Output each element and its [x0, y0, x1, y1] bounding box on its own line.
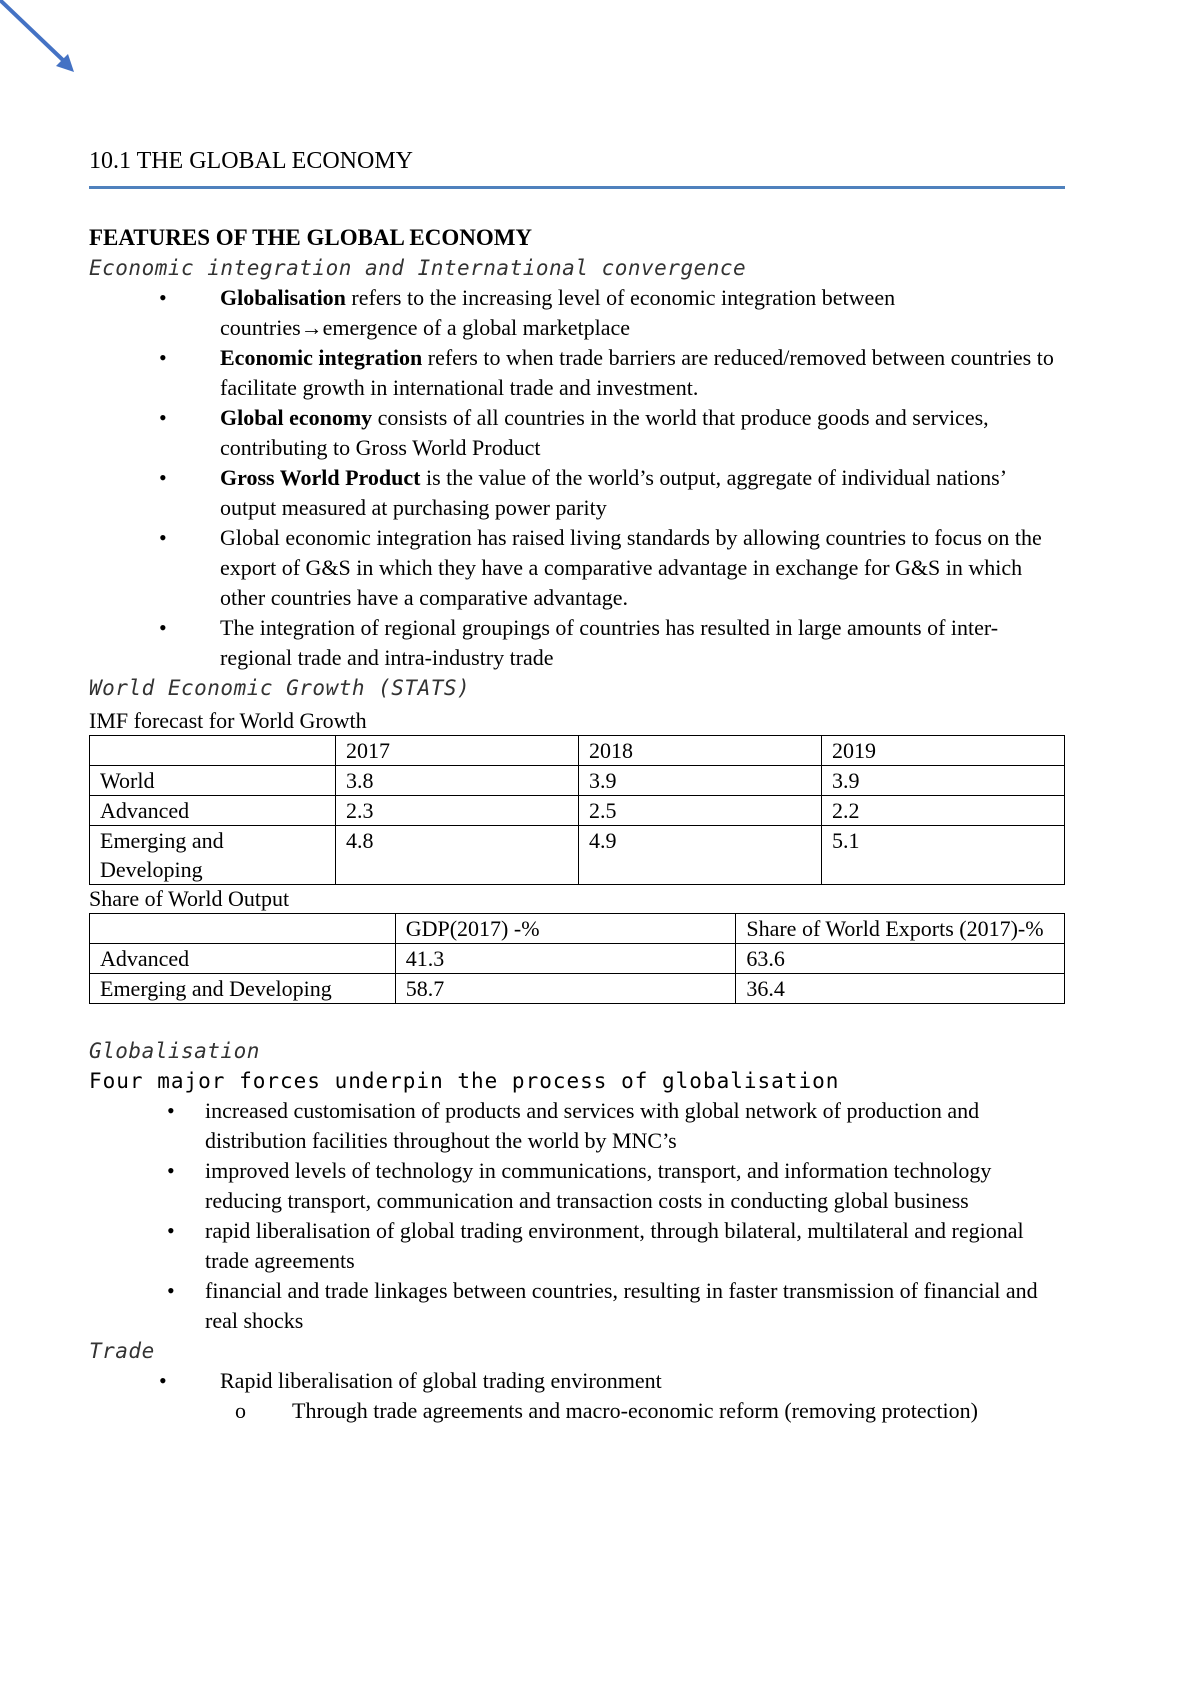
term: Gross World Product — [220, 465, 421, 490]
list-item-text: rapid liberalisation of global trading environment, through bilateral, multilateral and regional trade agreements — [205, 1218, 1024, 1273]
integration-subheading: Economic integration and International convergence — [89, 256, 747, 280]
term: Global economy — [220, 405, 373, 430]
definition: refers to when trade barriers are reduced/removed between countries to facilitate growth in international trade and investment. — [220, 345, 1054, 400]
table-cell: Advanced — [90, 796, 336, 826]
growth-subheading: World Economic Growth (STATS) — [89, 676, 471, 700]
table-cell: 41.3 — [395, 944, 736, 974]
list-item — [89, 1276, 1065, 1336]
list-item — [89, 463, 1065, 523]
list-item-text: improved levels of technology in communications, transport, and information technology reducing transport, communication and transaction costs in conducting global business — [205, 1158, 992, 1213]
table-cell: 2018 — [579, 736, 822, 766]
list-item-text: increased customisation of products and services with global network of production and distribution facilities throughout the world by MNC’s — [205, 1098, 980, 1153]
integration-list — [89, 283, 1065, 673]
definition: The integration of regional groupings of countries has resulted in large amounts of inter-regional trade and intra-industry trade — [220, 615, 999, 670]
title-divider — [89, 186, 1065, 189]
trade-list — [89, 1366, 1065, 1396]
list-item-text: Rapid liberalisation of global trading environment — [220, 1368, 662, 1393]
sub-bullet-icon: o — [235, 1398, 246, 1423]
list-item — [89, 1096, 1065, 1156]
table-cell: World — [90, 766, 336, 796]
table-cell: 3.9 — [579, 766, 822, 796]
bullet-icon: • — [159, 405, 167, 430]
list-item-text: financial and trade linkages between countries, resulting in faster transmission of financial and real shocks — [205, 1278, 1038, 1333]
table-row — [90, 766, 1065, 796]
table-cell: 58.7 — [395, 974, 736, 1004]
bullet-icon: • — [159, 615, 167, 640]
sub-list-item — [89, 1396, 1065, 1426]
list-item — [89, 403, 1065, 463]
list-item — [89, 613, 1065, 673]
table-cell: 2019 — [822, 736, 1065, 766]
term: Economic integration — [220, 345, 423, 370]
bullet-icon: • — [159, 345, 167, 370]
definition: is the value of the world’s output, aggregate of individual nations’ output measured at purchasing power parity — [220, 465, 1006, 520]
table-header-row — [90, 736, 1065, 766]
list-item — [89, 1216, 1065, 1276]
bullet-icon: • — [159, 465, 167, 490]
list-item — [89, 343, 1065, 403]
bullet-icon: • — [167, 1218, 175, 1243]
bullet-icon: • — [167, 1098, 175, 1123]
list-item — [89, 1366, 1065, 1396]
forces-heading: Four major forces underpin the process of globalisation — [89, 1069, 840, 1093]
table-cell: 2.2 — [822, 796, 1065, 826]
table-cell: 63.6 — [736, 944, 1065, 974]
table-row — [90, 796, 1065, 826]
table-cell: Advanced — [90, 944, 396, 974]
trade-sublist — [89, 1396, 1065, 1426]
list-item — [89, 523, 1065, 613]
table-cell: 2.5 — [579, 796, 822, 826]
definition: consists of all countries in the world that produce goods and services, contributing to Gross World Product — [220, 405, 989, 460]
definition: Global economic integration has raised living standards by allowing countries to focus on the export of G&S in which they have a comparative advantage in exchange for G&S in which other countries have a comparative advantage. — [220, 525, 1042, 610]
term: Globalisation — [220, 285, 346, 310]
table-header-row — [90, 914, 1065, 944]
table-row — [90, 974, 1065, 1004]
definition: refers to the increasing level of economic integration between countries→emergence of a global marketplace — [220, 285, 896, 340]
table-cell: Emerging and Developing — [90, 826, 336, 885]
table2-caption: Share of World Output — [89, 886, 290, 911]
bullet-icon: • — [159, 285, 167, 310]
world-output-table — [89, 913, 1065, 1004]
table-cell: 5.1 — [822, 826, 1065, 885]
table-cell: 2017 — [336, 736, 579, 766]
table-cell: Share of World Exports (2017)-% — [736, 914, 1065, 944]
document-page — [89, 146, 1065, 1426]
table-cell — [90, 914, 396, 944]
table-cell: 2.3 — [336, 796, 579, 826]
table-cell: 4.8 — [336, 826, 579, 885]
table-cell: 3.9 — [822, 766, 1065, 796]
table-cell — [90, 736, 336, 766]
table-cell: 3.8 — [336, 766, 579, 796]
trade-subheading: Trade — [89, 1339, 155, 1363]
table-row — [90, 944, 1065, 974]
table-cell: 36.4 — [736, 974, 1065, 1004]
table-row — [90, 826, 1065, 885]
sub-list-item-text: Through trade agreements and macro-economic reform (removing protection) — [292, 1398, 978, 1423]
list-item — [89, 283, 1065, 343]
bullet-icon: • — [167, 1278, 175, 1303]
table-cell: GDP(2017) -% — [395, 914, 736, 944]
globalisation-subheading: Globalisation — [89, 1039, 260, 1063]
page-title: 10.1 THE GLOBAL ECONOMY — [89, 148, 413, 174]
table-cell: 4.9 — [579, 826, 822, 885]
bullet-icon: • — [159, 525, 167, 550]
forces-list — [89, 1096, 1065, 1336]
world-growth-table — [89, 735, 1065, 885]
list-item — [89, 1156, 1065, 1216]
table-cell: Emerging and Developing — [90, 974, 396, 1004]
corner-arrow-icon — [0, 0, 80, 80]
bullet-icon: • — [159, 1368, 167, 1393]
table1-caption: IMF forecast for World Growth — [89, 708, 367, 733]
features-heading: FEATURES OF THE GLOBAL ECONOMY — [89, 225, 533, 250]
bullet-icon: • — [167, 1158, 175, 1183]
